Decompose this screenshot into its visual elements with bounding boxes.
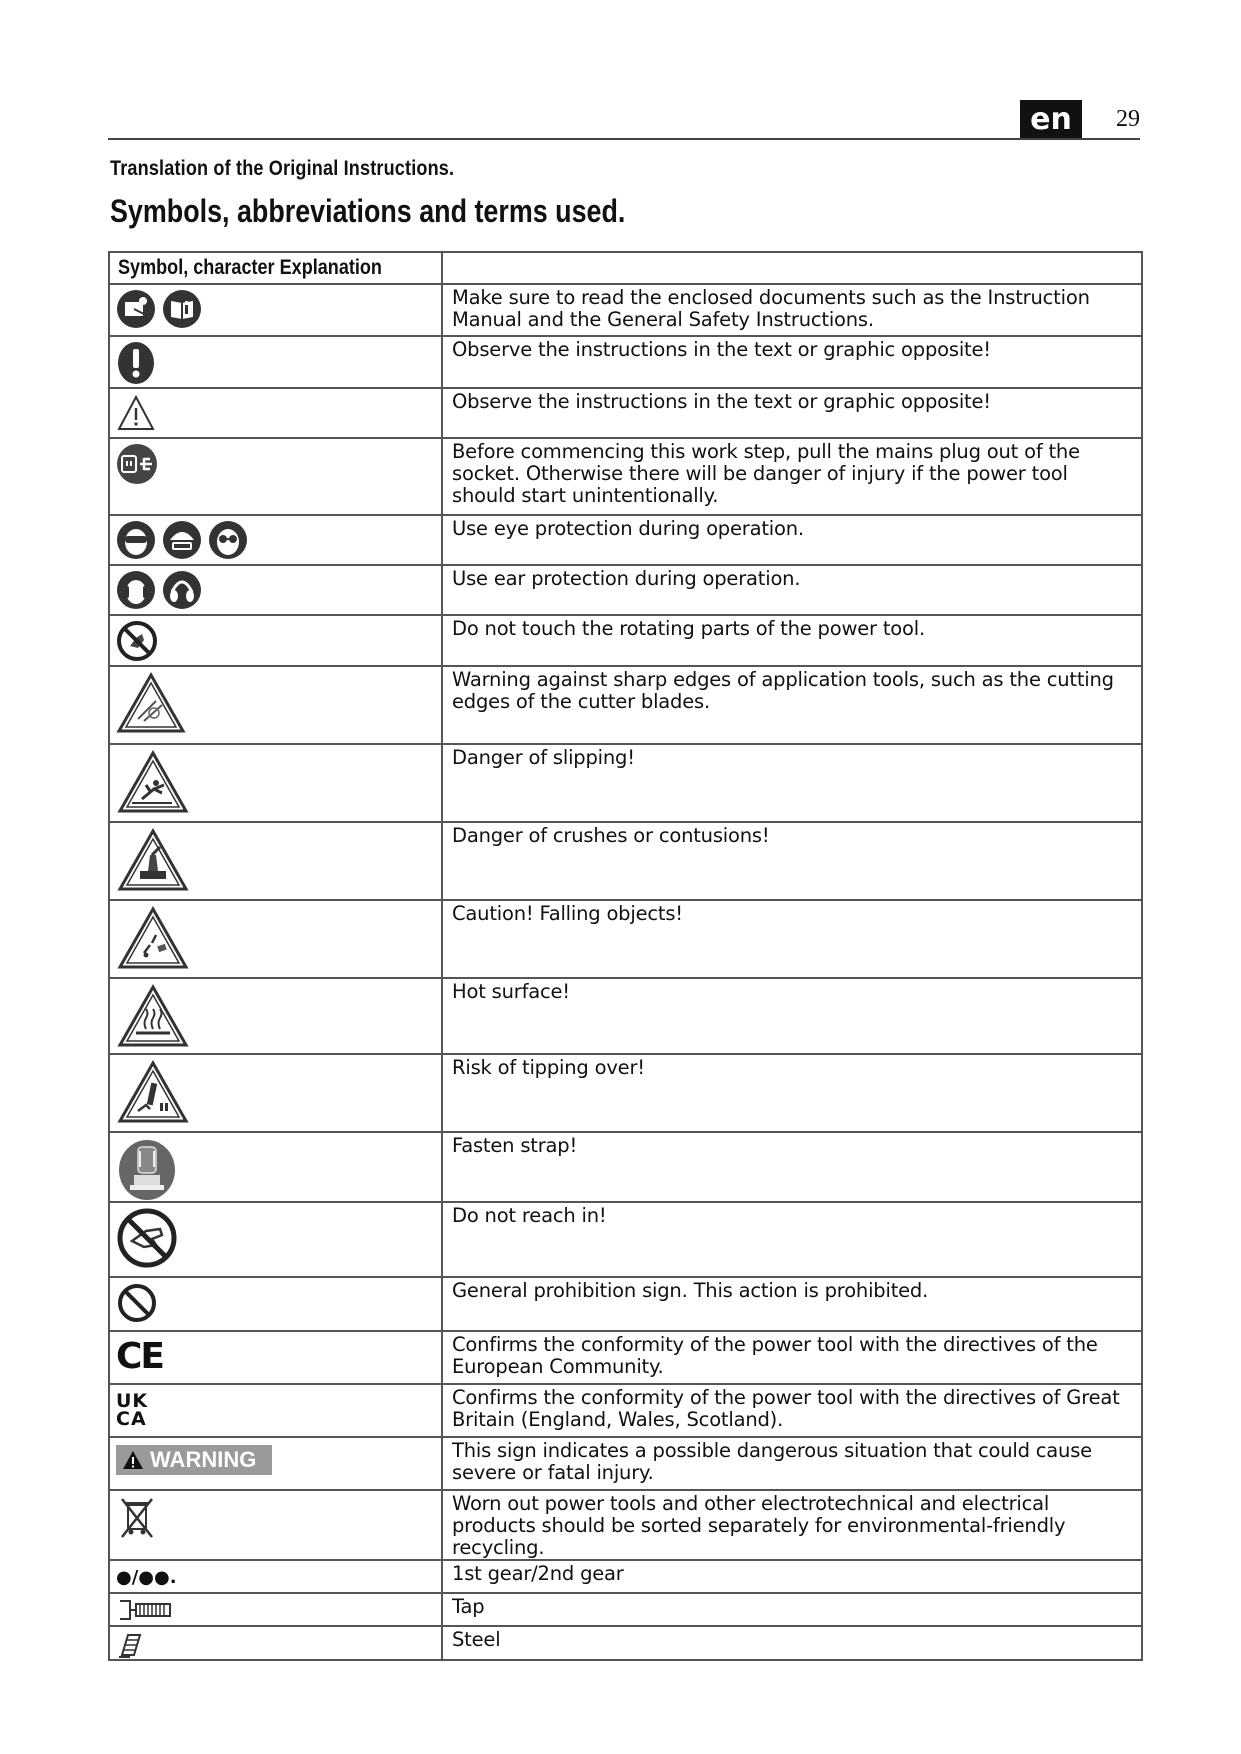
unplug-icon xyxy=(116,443,158,485)
read-manual-icon xyxy=(116,289,156,329)
table-row xyxy=(109,978,1142,1054)
table-row xyxy=(109,438,1142,515)
mandatory-exclamation-icon xyxy=(116,341,156,385)
symbols-table xyxy=(108,251,1143,1661)
table-row xyxy=(109,822,1142,900)
table-row xyxy=(109,388,1142,438)
explanation-cell: Tap xyxy=(442,1593,1142,1626)
symbol-cell xyxy=(109,1437,442,1490)
table-row xyxy=(109,1437,1142,1490)
table-row xyxy=(109,1384,1142,1437)
explanation-cell: Fasten strap! xyxy=(442,1132,1142,1202)
slipping-warning-icon xyxy=(116,749,190,815)
instruction-book-icon xyxy=(162,289,202,329)
weee-bin-icon xyxy=(116,1495,158,1541)
explanation-cell: Confirms the conformity of the power tool with the directives of the European Community. xyxy=(442,1331,1142,1384)
warning-triangle-small-icon xyxy=(122,1450,144,1470)
explanation-cell: This sign indicates a possible dangerous situation that could cause severe or fatal injury. xyxy=(442,1437,1142,1490)
explanation-cell: Observe the instructions in the text or graphic opposite! xyxy=(442,388,1142,438)
explanation-cell: Before commencing this work step, pull the mains plug out of the socket. Otherwise there will be danger of injury if the power tool should start unintentionally. xyxy=(442,438,1142,515)
table-row xyxy=(109,336,1142,388)
table-row xyxy=(109,1202,1142,1277)
falling-objects-warning-icon xyxy=(116,905,190,971)
warning-triangle-icon xyxy=(116,393,156,433)
tap-icon xyxy=(116,1598,176,1622)
explanation-cell: General prohibition sign. This action is prohibited. xyxy=(442,1277,1142,1331)
warning-label-text: WARNING xyxy=(150,1447,257,1472)
symbol-cell xyxy=(109,1277,442,1331)
symbol-cell xyxy=(109,900,442,978)
symbol-cell xyxy=(109,666,442,744)
table-row xyxy=(109,1626,1142,1660)
ear-protection-icon xyxy=(116,570,156,610)
symbol-cell xyxy=(109,1132,442,1202)
hot-surface-warning-icon xyxy=(116,983,190,1049)
ukca-line-2: CA xyxy=(116,1408,147,1430)
eye-protection-glasses-icon xyxy=(208,520,248,560)
table-row xyxy=(109,284,1142,336)
explanation-cell: Do not touch the rotating parts of the power tool. xyxy=(442,615,1142,666)
explanation-cell: Confirms the conformity of the power tool with the directives of Great Britain (England, Wales, Scotland). xyxy=(442,1384,1142,1437)
table-row xyxy=(109,565,1142,615)
no-reach-in-icon xyxy=(116,1207,178,1269)
table-row xyxy=(109,1490,1142,1560)
gear-dots-symbol: ●/●●. xyxy=(116,1567,177,1588)
symbol-cell xyxy=(109,1490,442,1560)
explanation-cell: 1st gear/2nd gear xyxy=(442,1560,1142,1593)
explanation-cell: Warning against sharp edges of application tools, such as the cutting edges of the cutter blades. xyxy=(442,666,1142,744)
crush-warning-icon xyxy=(116,827,190,893)
table-row xyxy=(109,666,1142,744)
symbol-cell xyxy=(109,978,442,1054)
page-title: Symbols, abbreviations and terms used. xyxy=(110,193,626,229)
table-row xyxy=(109,615,1142,666)
table-row xyxy=(109,1560,1142,1593)
table-row xyxy=(109,1331,1142,1384)
symbol-cell xyxy=(109,1593,442,1626)
symbol-cell xyxy=(109,284,442,336)
table-row xyxy=(109,1054,1142,1132)
symbol-cell xyxy=(109,515,442,565)
explanation-cell: Use eye protection during operation. xyxy=(442,515,1142,565)
fasten-strap-icon xyxy=(116,1137,178,1201)
table-row xyxy=(109,1277,1142,1331)
page-number: 29 xyxy=(1116,106,1140,132)
symbol-cell xyxy=(109,822,442,900)
ear-muffs-icon xyxy=(162,570,202,610)
explanation-cell: Observe the instructions in the text or graphic opposite! xyxy=(442,336,1142,388)
symbol-cell xyxy=(109,388,442,438)
symbol-cell xyxy=(109,565,442,615)
ce-mark: CE xyxy=(116,1336,164,1377)
table-row xyxy=(109,744,1142,822)
symbol-cell xyxy=(109,744,442,822)
symbol-cell xyxy=(109,1384,442,1437)
table-row xyxy=(109,1132,1142,1202)
steel-icon xyxy=(116,1631,146,1659)
symbol-cell xyxy=(109,1202,442,1277)
explanation-cell: Caution! Falling objects! xyxy=(442,900,1142,978)
ukca-line-1: UK xyxy=(116,1390,149,1412)
eye-protection-goggles-icon xyxy=(116,520,156,560)
warning-label xyxy=(116,1445,272,1475)
prohibition-icon xyxy=(116,1282,158,1324)
explanation-cell: Danger of crushes or contusions! xyxy=(442,822,1142,900)
explanation-cell: Make sure to read the enclosed documents such as the Instruction Manual and the General Safety Instructions. xyxy=(442,284,1142,336)
ukca-mark xyxy=(116,1389,435,1428)
document-subtitle: Translation of the Original Instructions. xyxy=(110,157,455,180)
table-header-row xyxy=(109,252,1142,284)
explanation-cell: Danger of slipping! xyxy=(442,744,1142,822)
explanation-cell: Use ear protection during operation. xyxy=(442,565,1142,615)
no-touch-rotating-icon xyxy=(116,620,158,662)
explanation-cell: Risk of tipping over! xyxy=(442,1054,1142,1132)
eye-protection-helmet-icon xyxy=(162,520,202,560)
explanation-cell: Do not reach in! xyxy=(442,1202,1142,1277)
symbol-column-header: Symbol, character Explanation xyxy=(109,252,442,284)
symbol-cell xyxy=(109,1560,442,1593)
page-header xyxy=(108,100,1140,140)
symbol-cell xyxy=(109,615,442,666)
explanation-cell: Steel xyxy=(442,1626,1142,1660)
symbol-cell xyxy=(109,336,442,388)
table-row xyxy=(109,900,1142,978)
symbol-cell xyxy=(109,1331,442,1384)
symbol-cell xyxy=(109,1626,442,1660)
explanation-column-header xyxy=(442,252,1142,284)
explanation-cell: Hot surface! xyxy=(442,978,1142,1054)
symbol-cell xyxy=(109,438,442,515)
explanation-cell: Worn out power tools and other electrotechnical and electrical products should be sorted separately for environmental-friendly recycling. xyxy=(442,1490,1142,1560)
language-badge: en xyxy=(1020,100,1082,138)
tipping-warning-icon xyxy=(116,1059,190,1125)
table-row xyxy=(109,1593,1142,1626)
symbol-cell xyxy=(109,1054,442,1132)
sharp-edges-warning-icon xyxy=(116,671,186,735)
table-row xyxy=(109,515,1142,565)
